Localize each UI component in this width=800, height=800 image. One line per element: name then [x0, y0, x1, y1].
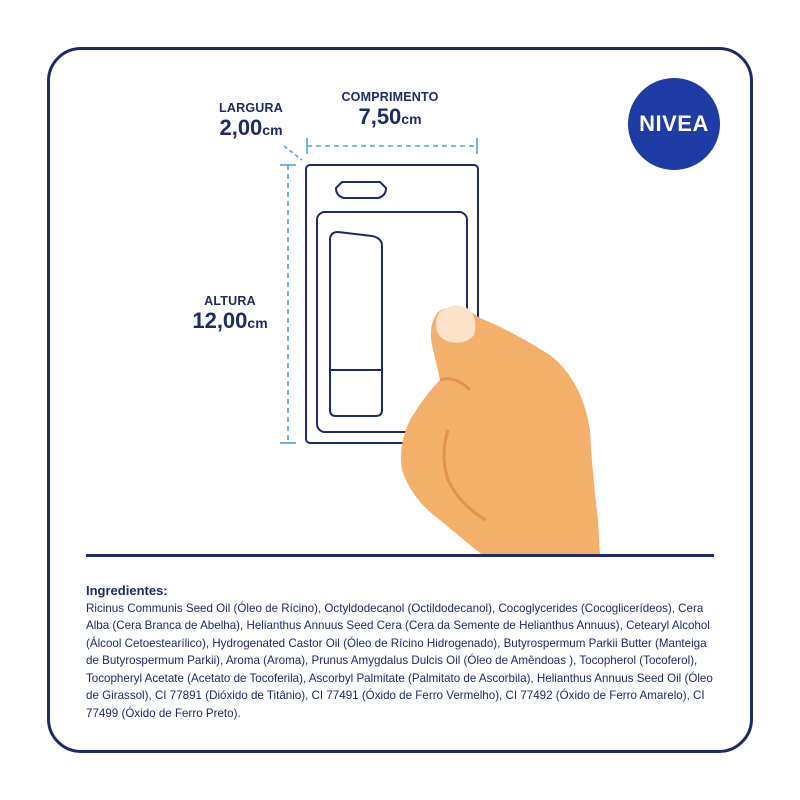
height-value: 12,00 — [192, 308, 248, 333]
height-label: ALTURA — [204, 294, 256, 308]
thumbnail — [436, 305, 475, 342]
height-unit: cm — [247, 315, 268, 331]
width-dimension-line — [284, 146, 302, 160]
ingredients-heading: Ingredientes: — [86, 583, 168, 598]
hang-hole — [336, 182, 386, 198]
length-label: COMPRIMENTO — [341, 90, 439, 104]
length-dimension-line — [307, 138, 477, 154]
length-value: 7,50 — [358, 104, 402, 129]
logo-text: NIVEA — [639, 111, 709, 136]
height-dimension-line — [280, 165, 296, 443]
ingredients-text: Ricinus Communis Seed Oil (Óleo de Rícino), Octyldodecanol (Octildodecanol), Cocoglycerides (Cocoglicerídeos), Cera Alba (Cera Branca de Abelha), Helianthus Annuus Seed Cera (Cera da Semente de Helianthus Annuus), Cetearyl Alcohol (Álcool Cetoestearílico), Hydrogenated Castor Oil (Óleo de Rícino Hidrogenado), Butyrospermum Parkii Butter (Manteiga de Butyrospermum Parkii), Aroma (Aroma), Prunus Amygdalus Dulcis Oil (Óleo de Amêndoas ), Tocopherol (Tocoferol), Tocopheryl Acetate (Acetato de Tocoferila), Ascorbyl Palmitate (Palmitato de Ascorbila), Helianthus Annuus Seed Oil (Óleo de Girassol), CI 77891 (Dióxido de Titânio), CI 77491 (Óxido de Ferro Vermelho), CI 77492 (Óxido de Ferro Amarelo), CI 77499 (Óxido de Ferro Preto). — [86, 601, 713, 720]
length-unit: cm — [401, 111, 422, 127]
divider — [86, 554, 714, 557]
width-label: LARGURA — [219, 101, 283, 115]
lip-balm-stick — [330, 232, 382, 416]
width-unit: cm — [262, 122, 283, 138]
width-value: 2,00 — [219, 115, 263, 140]
ingredients-section — [86, 582, 716, 722]
